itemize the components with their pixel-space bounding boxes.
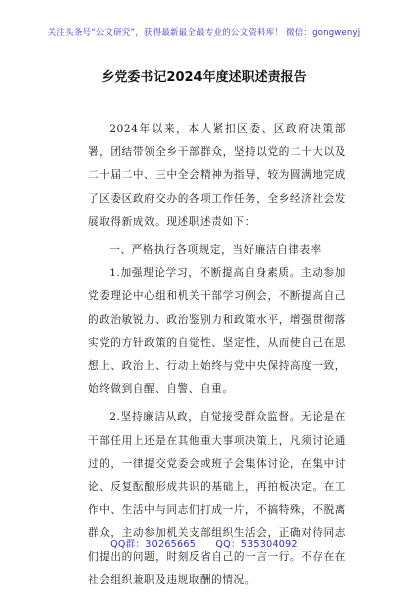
footer-qq-group: QQ群：30265665 — [110, 539, 197, 550]
point-2-paragraph: 2.坚持廉洁从政，自觉接受群众监督。无论是在干部任用上还是在其他重大事项决策上，凡须讨论通过的，一律提交党委会或班子会集体讨论，在集中讨论、反复酝酿形成共识的基础上，再拍板决定。在工作中、生活中与同志们打成一片，不搞特殊，不脱离群众，主动参加机关支部组织生活会，正确对待同志们提出的问题，时刻反省自己的一言一行。不存在在社会组织兼职及违规取酬的情况。 — [88, 411, 346, 586]
footer-contact — [0, 536, 408, 550]
document-body — [88, 118, 346, 597]
footer-qq-number: QQ：535304092 — [215, 539, 298, 550]
header-banner: 关注头条号“公文研究”，获得最新最全最专业的公文资料库！ 微信：gongwenyj — [47, 28, 361, 38]
document-title: 乡党委书记2024年度述职述责报告 — [101, 70, 307, 85]
intro-paragraph: 2024年以来，本人紧扣区委、区政府决策部署，团结带领全乡干部群众，坚持以党的二十大以及二十届二中、三中全会精神为指导，较为圆满地完成了区委区政府交办的各项工作任务，全乡经济社会发展取得新成效。现述职述责如下： — [88, 123, 346, 228]
section-heading: 一、严格执行各项规定，当好廉洁自律表率 — [109, 244, 322, 257]
point-1-paragraph: 1.加强理论学习，不断提高自身素质。主动参加党委理论中心组和机关干部学习例会，不断提高自己的政治敏锐力、政治鉴别力和政策水平，增强贯彻落实党的方针政策的自觉性、坚定性，从而使自己在思想上、政治上、行动上始终与党中央保持高度一致，始终做到自醒、自警、自重。 — [88, 267, 346, 396]
